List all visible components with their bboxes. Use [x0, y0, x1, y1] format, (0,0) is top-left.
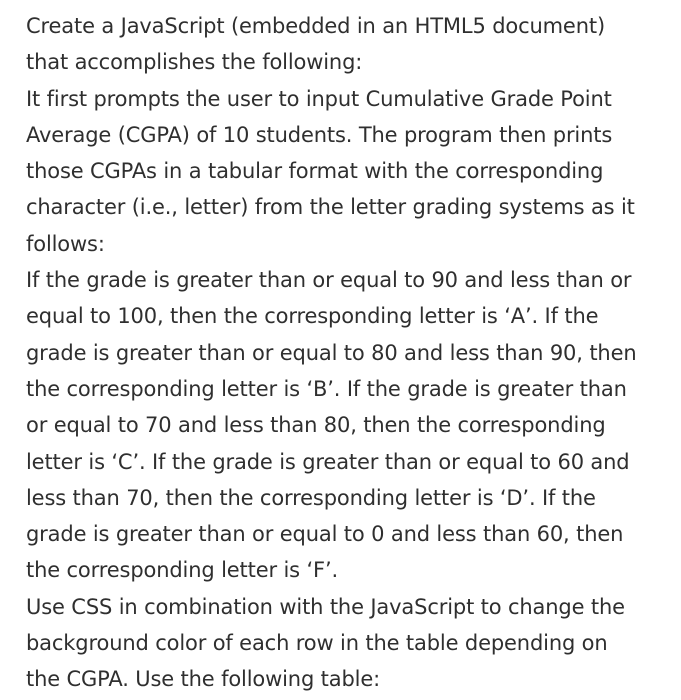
- text-line: the corresponding letter is ‘B’. If the grade is greater than: [26, 376, 627, 401]
- text-line: follows:: [26, 231, 105, 256]
- paragraph-grading-rules: [26, 262, 666, 589]
- paragraph-prompt-description: [26, 81, 666, 262]
- text-line: It first prompts the user to input Cumulative Grade Point: [26, 86, 612, 111]
- text-line: Create a JavaScript (embedded in an HTML5 document): [26, 14, 605, 38]
- text-line: the corresponding letter is ‘F’.: [26, 558, 339, 583]
- text-line: or equal to 70 and less than 80, then the corresponding: [26, 413, 606, 438]
- text-line: If the grade is greater than or equal to 90 and less than or: [26, 268, 632, 293]
- text-line: Average (CGPA) of 10 students. The program then prints: [26, 122, 613, 147]
- text-line: less than 70, then the corresponding letter is ‘D’. If the: [26, 485, 596, 510]
- text-line: equal to 100, then the corresponding letter is ‘A’. If the: [26, 304, 599, 329]
- text-line: grade is greater than or equal to 80 and less than 90, then: [26, 340, 637, 365]
- text-line: those CGPAs in a tabular format with the corresponding: [26, 159, 604, 184]
- assignment-text: [26, 8, 666, 698]
- text-line: that accomplishes the following:: [26, 50, 363, 75]
- paragraph-css-instructions: [26, 589, 666, 698]
- text-line: the CGPA. Use the following table:: [26, 667, 381, 692]
- text-line: grade is greater than or equal to 0 and less than 60, then: [26, 522, 624, 547]
- text-line: character (i.e., letter) from the letter grading systems as it: [26, 195, 635, 220]
- paragraph-intro: [26, 8, 666, 81]
- text-line: background color of each row in the table depending on: [26, 631, 608, 656]
- text-line: Use CSS in combination with the JavaScript to change the: [26, 594, 625, 619]
- text-line: letter is ‘C’. If the grade is greater than or equal to 60 and: [26, 449, 630, 474]
